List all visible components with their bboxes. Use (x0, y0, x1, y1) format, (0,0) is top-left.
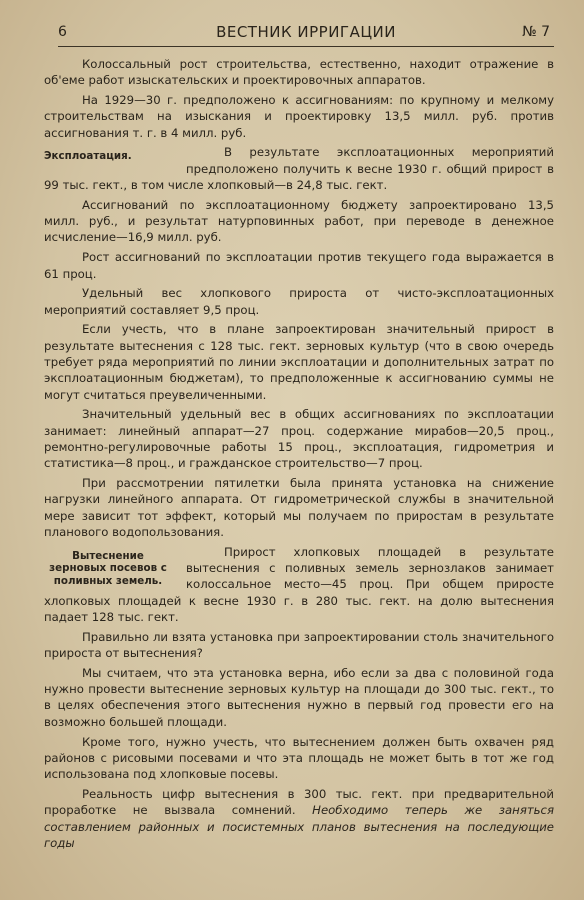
paragraph: Правильно ли взята установка при запроектировании столь значительного прироста от вытеснения? (44, 629, 554, 661)
last-paragraph-plain: Реальность цифр вытеснения в 300 тыс. гект. при предварительной проработке не вызвала сомнений. (44, 786, 554, 818)
article-body (44, 56, 554, 855)
paragraph-last (44, 786, 554, 851)
paragraph: В результате эксплоатационных мероприятий предположено получить к весне 1930 г. общий прирост в 99 тыс. гект., в том числе хлопковый—в 24,8 тыс. гект. (44, 145, 554, 193)
paragraph: Прирост хлопковых площадей в результате вытеснения с поливных земель зернозлаков занимает колоссальное место—45 проц. При общем приросте хлопковых площадей к весне 1930 г. в 280 тыс. гект. на долю вытеснения падает 128 тыс. гект. (44, 544, 554, 624)
side-heading-displacement: Вытеснение зерновых посевов с поливных земель. (49, 549, 167, 587)
paragraph: На 1929—30 г. предположено к ассигнованиям: по крупному и мелкому строительствам на изыскания и проектировку 13,5 милл. руб. против ассигнования т. г. в 4 милл. руб. (44, 93, 554, 140)
paragraph: Ассигнований по эксплоатационному бюджету запроектировано 13,5 милл. руб., и результат натурповинных работ, при переводе в денежное исчисление—16,9 милл. руб. (44, 197, 554, 245)
paragraph: Удельный вес хлопкового прироста от чисто-эксплоатационных мероприятий составляет 9,5 проц. (44, 286, 554, 317)
issue-number: № 7 (522, 24, 550, 40)
paragraph: При рассмотрении пятилетки была принята установка на снижение нагрузки линейного аппарата. От гидрометрической службы в значительной мере зависит тот эффект, который мы получаем по приростам в результате планового водопользования. (44, 476, 554, 540)
side-heading-exploitation: Эксплоатация. (44, 150, 132, 163)
paragraph: Рост ассигнований по эксплоатации против текущего года выражается в 61 проц. (44, 250, 554, 281)
last-paragraph-italic: Необходимо теперь же заняться составлением районных и посистемных планов вытеснения на последующие годы (44, 803, 555, 850)
running-header (58, 22, 554, 47)
paragraph: Мы считаем, что эта установка верна, ибо если за два с половиной года нужно провести вытеснение зерновых культур на площади до 300 тыс. гект., то в целях обеспечения этого вытеснения нужно в первый год провести его на возможно большей площади. (44, 665, 554, 729)
paragraph: Значительный удельный вес в общих ассигнованиях по эксплоатации занимает: линейный аппарат—27 проц. содержание мирабов—20,5 проц., ремонтно-регулировочные работы 15 проц., эксплоатация, гидрометрия и статистика—8 проц., и гражданское строительство—7 проц. (44, 407, 554, 471)
page-number: 6 (58, 24, 67, 40)
paragraph: Кроме того, нужно учесть, что вытеснением должен быть охвачен ряд районов с рисовыми посевами и что эта площадь не может быть в тот же год использована под хлопковые посевы. (44, 734, 554, 782)
journal-title: ВЕСТНИК ИРРИГАЦИИ (216, 23, 396, 41)
paragraph: Колоссальный рост строительства, естественно, находит отражение в об'еме работ изыскательских и проектировочных аппаратов. (44, 57, 554, 88)
paragraph: Если учесть, что в плане запроектирован значительный прирост в результате вытеснения с 128 тыс. гект. зерновых культур (что в свою очередь требует ряда мероприятий по линии эксплоатации и дополнительных затрат по эксплоатационным бюджетам), то предположенные к ассигнованию суммы не могут считаться преувеличенными. (44, 322, 554, 402)
